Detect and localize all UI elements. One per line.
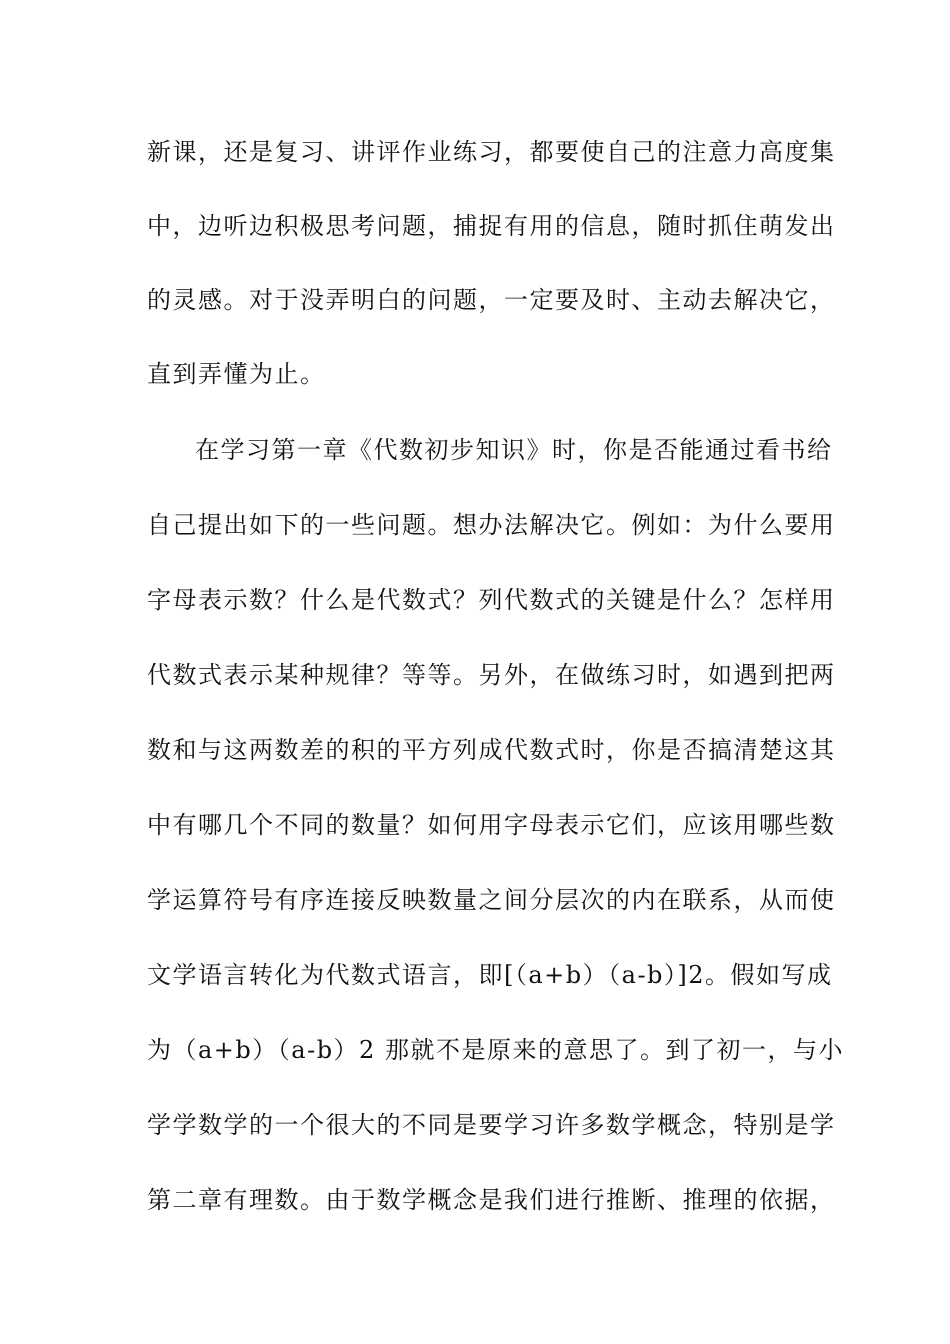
text-line: 第二章有理数。由于数学概念是我们进行推断、推理的依据，: [147, 1186, 836, 1214]
text-line: 文学语言转化为代数式语言，即[（a+b）（a-b）]2。假如写成: [147, 961, 833, 989]
text-line: 学运算符号有序连接反映数量之间分层次的内在联系，从而使: [147, 886, 836, 914]
text-line: 中，边听边积极思考问题，捕捉有用的信息，随时抓住萌发出: [147, 212, 836, 240]
text-line: 学学数学的一个很大的不同是要学习许多数学概念，特别是学: [147, 1111, 836, 1139]
text-line: 数和与这两数差的积的平方列成代数式时，你是否搞清楚这其: [147, 736, 836, 764]
text-line: 为（a+b）（a-b）2 那就不是原来的意思了。到了初一，与小: [147, 1036, 844, 1064]
text-line: 直到弄懂为止。: [147, 360, 326, 388]
text-line: 字母表示数？什么是代数式？列代数式的关键是什么？怎样用: [147, 586, 836, 614]
text-line: 代数式表示某种规律？等等。另外，在做练习时，如遇到把两: [147, 661, 836, 689]
text-line: 新课，还是复习、讲评作业练习，都要使自己的注意力高度集: [147, 138, 836, 166]
text-line: 中有哪几个不同的数量？如何用字母表示它们，应该用哪些数: [147, 811, 836, 839]
text-line: 在学习第一章《代数初步知识》时，你是否能通过看书给: [195, 436, 833, 464]
text-line: 的灵感。对于没弄明白的问题，一定要及时、主动去解决它，: [147, 286, 836, 314]
text-line: 自己提出如下的一些问题。想办法解决它。例如：为什么要用: [147, 511, 836, 539]
